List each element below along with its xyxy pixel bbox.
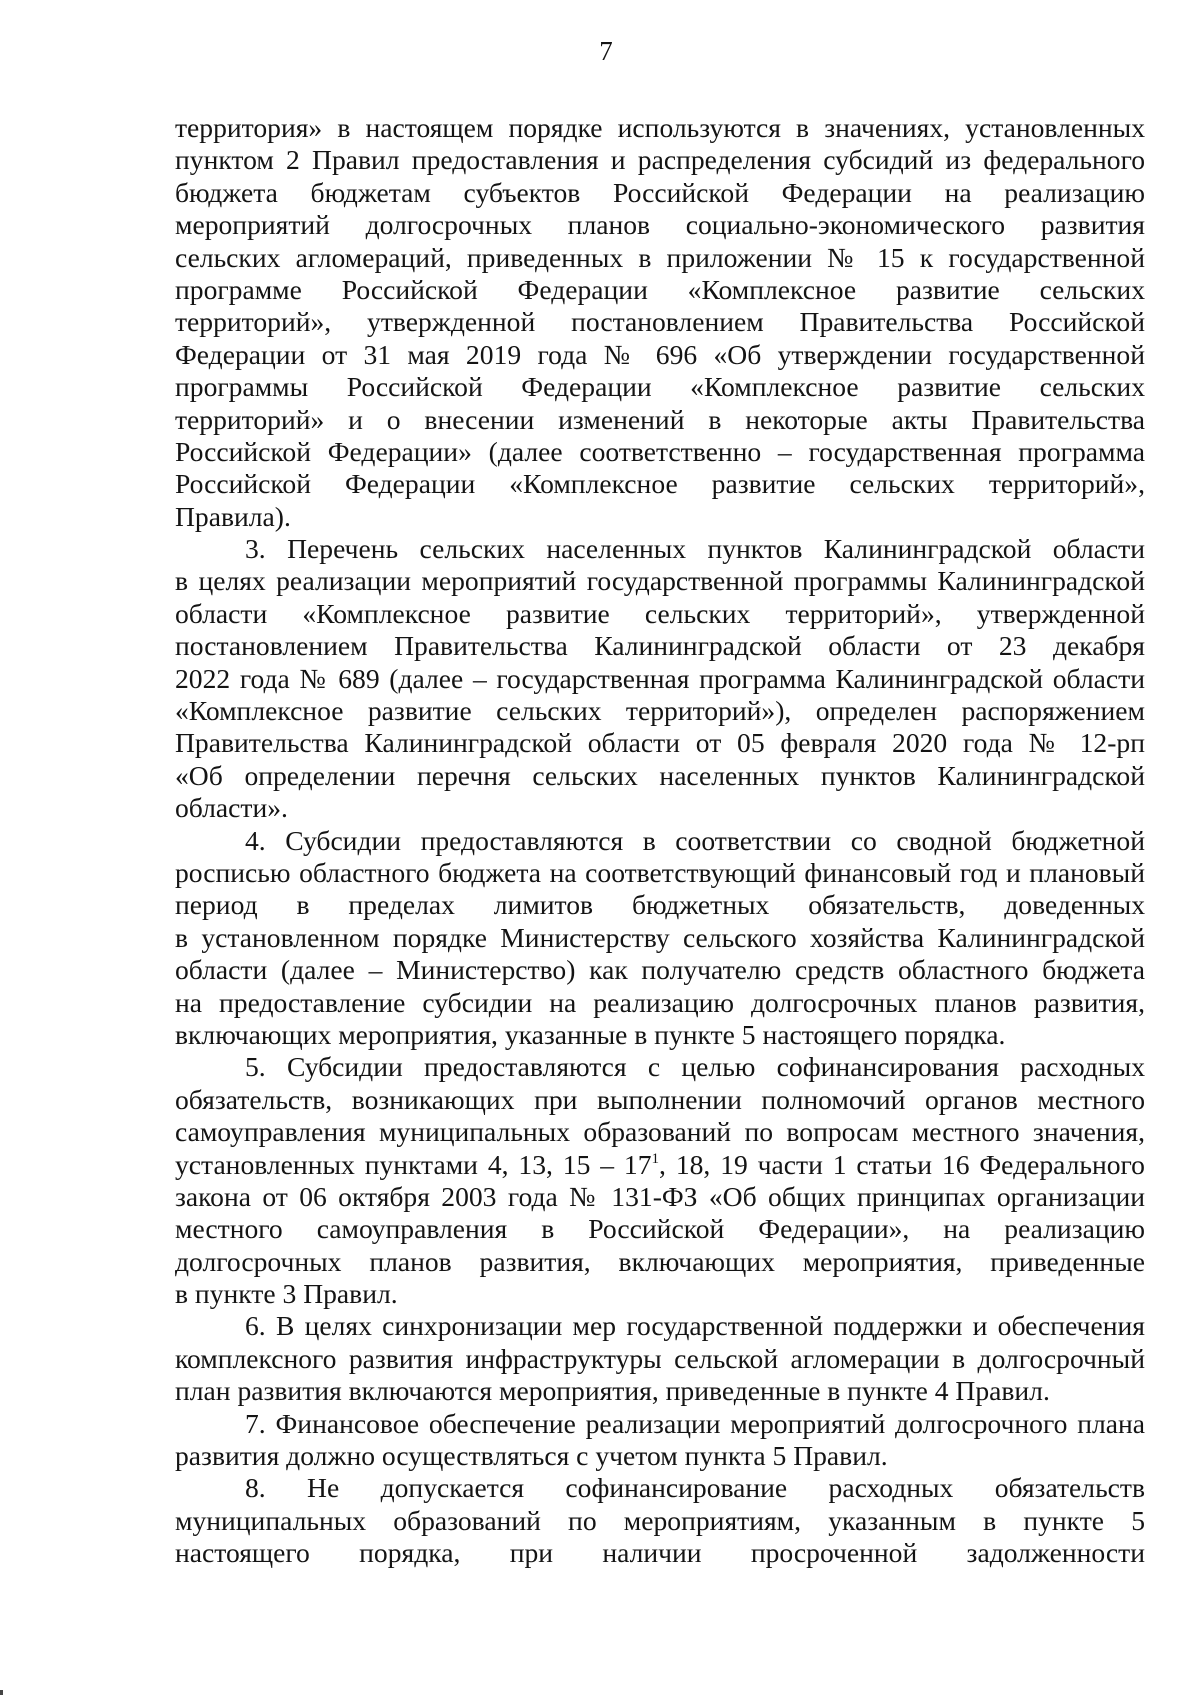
text-line: области (далее – Министерство) как получателю средств областного бюджета bbox=[175, 954, 1145, 986]
text-segment: установленных пунктами 4, 13, 15 – 17 bbox=[175, 1148, 652, 1180]
text-line-with-superscript bbox=[175, 1149, 1145, 1181]
scan-mark bbox=[0, 1690, 3, 1695]
text-line: комплексного развития инфраструктуры сельской агломерации в долгосрочный bbox=[175, 1342, 1145, 1374]
text-line: бюджета бюджетам субъектов Российской Федерации на реализацию bbox=[175, 176, 1145, 208]
text-line: долгосрочных планов развития, включающих мероприятия, приведенные bbox=[175, 1245, 1145, 1277]
text-line: самоуправления муниципальных образований по вопросам местного значения, bbox=[175, 1116, 1145, 1148]
text-line: Федерации от 31 мая 2019 года № 696 «Об утверждении государственной bbox=[175, 338, 1145, 370]
text-line: на предоставление субсидии на реализацию долгосрочных планов развития, bbox=[175, 986, 1145, 1018]
paragraph-5-start: 5. Субсидии предоставляются с целью софинансирования расходных bbox=[245, 1051, 1145, 1083]
text-line: «Об определении перечня сельских населенных пунктов Калининградской bbox=[175, 759, 1145, 791]
text-line: мероприятий долгосрочных планов социально-экономического развития bbox=[175, 209, 1145, 241]
text-line: в пункте 3 Правил. bbox=[175, 1278, 398, 1310]
text-line: области «Комплексное развитие сельских территорий», утвержденной bbox=[175, 597, 1145, 629]
text-line: период в пределах лимитов бюджетных обязательств, доведенных bbox=[175, 889, 1145, 921]
text-line: в установленном порядке Министерству сельского хозяйства Калининградской bbox=[175, 921, 1145, 953]
text-line: сельских агломераций, приведенных в приложении № 15 к государственной bbox=[175, 241, 1145, 273]
text-line: территория» в настоящем порядке используются в значениях, установленных bbox=[175, 112, 1145, 143]
paragraph-4-start: 4. Субсидии предоставляются в соответствии со сводной бюджетной bbox=[245, 824, 1145, 856]
text-line: Российской Федерации» (далее соответственно – государственная программа bbox=[175, 435, 1145, 467]
superscript: 1 bbox=[651, 1150, 660, 1167]
text-line: настоящего порядка, при наличии просроченной задолженности bbox=[175, 1537, 1145, 1569]
text-line: постановлением Правительства Калининградской области от 23 декабря bbox=[175, 630, 1145, 662]
text-line: пунктом 2 Правил предоставления и распределения субсидий из федерального bbox=[175, 144, 1145, 176]
text-line: местного самоуправления в Российской Федерации», на реализацию bbox=[175, 1213, 1145, 1245]
text-line: закона от 06 октября 2003 года № 131-ФЗ «Об общих принципах организации bbox=[175, 1180, 1145, 1212]
text-line: области». bbox=[175, 792, 288, 824]
text-line: территорий» и о внесении изменений в некоторые акты Правительства bbox=[175, 403, 1145, 435]
paragraph-3-start: 3. Перечень сельских населенных пунктов Калининградской области bbox=[245, 533, 1145, 565]
document-body bbox=[175, 112, 1145, 1570]
text-line: муниципальных образований по мероприятиям, указанным в пункте 5 bbox=[175, 1504, 1145, 1536]
text-segment: , 18, 19 части 1 статьи 16 Федерального bbox=[659, 1148, 1145, 1180]
text-line: обязательств, возникающих при выполнении полномочий органов местного bbox=[175, 1083, 1145, 1115]
text-line: 2022 года № 689 (далее – государственная программа Калининградской области bbox=[175, 662, 1145, 694]
text-line: территорий», утвержденной постановлением Правительства Российской bbox=[175, 306, 1145, 338]
text-line: программе Российской Федерации «Комплексное развитие сельских bbox=[175, 273, 1145, 305]
page-number: 7 bbox=[599, 36, 613, 66]
text-line: план развития включаются мероприятия, приведенные в пункте 4 Правил. bbox=[175, 1375, 1050, 1407]
text-line: Правила). bbox=[175, 500, 291, 532]
text-line: включающих мероприятия, указанные в пункте 5 настоящего порядка. bbox=[175, 1018, 1006, 1050]
text-line: Российской Федерации «Комплексное развитие сельских территорий», bbox=[175, 468, 1145, 500]
paragraph-7-start: 7. Финансовое обеспечение реализации мероприятий долгосрочного плана bbox=[245, 1407, 1145, 1439]
paragraph-6-start: 6. В целях синхронизации мер государственной поддержки и обеспечения bbox=[245, 1310, 1145, 1342]
text-line: в целях реализации мероприятий государственной программы Калининградской bbox=[175, 565, 1145, 597]
paragraph-8-start: 8. Не допускается софинансирование расходных обязательств bbox=[245, 1472, 1145, 1504]
text-line: росписью областного бюджета на соответствующий финансовый год и плановый bbox=[175, 856, 1145, 888]
text-line: развития должно осуществляться с учетом пункта 5 Правил. bbox=[175, 1440, 888, 1472]
text-line: «Комплексное развитие сельских территорий»), определен распоряжением bbox=[175, 695, 1145, 727]
text-line: Правительства Калининградской области от 05 февраля 2020 года № 12-рп bbox=[175, 727, 1145, 759]
text-line: программы Российской Федерации «Комплексное развитие сельских bbox=[175, 371, 1145, 403]
